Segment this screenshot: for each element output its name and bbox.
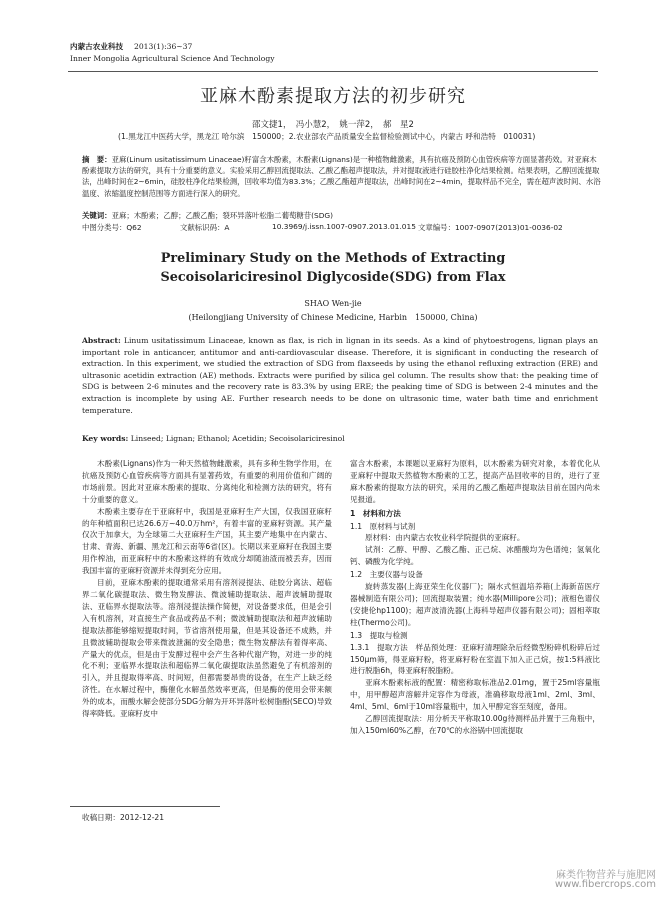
abstract-cn	[82, 154, 602, 199]
footnote-received-date: 收稿日期：2012-12-21	[82, 813, 165, 822]
body-paragraph: 目前，亚麻木酚素的提取通常采用有溶剂浸提法、硅胶分离法、超临界二氧化碳提取法、微生物发酵法、微波辅助提取法、超声波辅助提取法、亚临界水提取法等。溶剂浸提法操作简便，对设备要求低，但是会引入有机溶剂，对直接生产食品或药品不利；微波辅助提取法和超声波辅助提取法都能够缩短提取时间，节省溶剂使用量，但是其设备还不成熟，并且微波辅助提取会带来微波泄漏的安全隐患；微生物发酵法有着得率高、产量大的优点，但是由于发酵过程中会产生各种代谢产物，对进一步的纯化不利；亚临界水提取法和超临界二氧化碳提取法虽然避免了有机溶剂的引入，并且提取得率高、时间短，但都需要昂贵的设备，在生产上缺乏经济性。在水解过程中，酶催化水解虽然效率更高，但是酶的使用会带来额外的成本，而酸水解会使部分SDG分解为开环异落叶松树脂酚(SECO)导致得率降低。亚麻籽皮中	[82, 578, 332, 719]
journal-name-en: Inner Mongolia Agricultural Science And Technology	[70, 54, 275, 63]
body-paragraph: 乙醇回流提取法：用分析天平称取10.00g待测样品并置于三角瓶中，加入150ml60%乙醇，在70℃的水浴锅中回流提取	[350, 714, 600, 735]
footnote-rule	[70, 806, 220, 807]
doi: 10.3969/j.issn.1007-0907.2013.01.015	[272, 222, 416, 231]
page-title-cn: 亚麻木酚素提取方法的初步研究	[200, 86, 466, 107]
authors-cn: 邵文捷1， 冯小慧2， 姚一萍2， 郝 星2	[252, 120, 414, 130]
body-paragraph: 原材料：由内蒙古农牧业科学院提供的亚麻籽。	[365, 533, 525, 543]
body-column-left	[82, 458, 332, 720]
journal-issue: 2013(1):36~37	[134, 42, 193, 51]
abstract-cn-text: 亚麻(Linum usitatissimum Linaceae)籽富含木酚素，木酚素(Lignans)是一种植物雌激素，具有抗癌及预防心血管疾病等方面显著药效。对亚麻木酚素提取方法的研究，具有十分重要的意义。实验采用乙醇回流提取法、乙酸乙酯超声提取法，并对提取液进行硅胶柱净化结果检测。结果表明，乙醇回流提取法，出峰时间在2~6min，硅胶柱净化结果检测，回收率均值为83.3%；乙酸乙酯超声提取法，出峰时间在2~4min，提取样品不完全，需在超声波时间、水浴温度、浓缩温度控制范围等方面进行深入的研究。	[82, 155, 601, 198]
body-paragraph: 1.3.1 提取方法 样品预处理：亚麻籽清理除杂后经微型粉碎机粉碎后过150μm筛，得亚麻籽粉，将亚麻籽粉在室温下加入正己烷，按1:5料液比进行脱脂6h，得亚麻籽脱脂粉。	[350, 642, 600, 676]
section-heading: 1 材料和方法	[350, 508, 401, 518]
keywords-cn	[82, 210, 602, 221]
keywords-cn-label: 关键词：	[82, 211, 112, 220]
author-en: SHAO Wen-jie	[304, 299, 362, 308]
subsection-heading: 1.1 原材料与试剂	[350, 521, 416, 531]
body-paragraph: 亚麻木酚素标液的配置：精密称取标准品2.01mg，置于25ml容量瓶中，用甲醇超声溶解并定容作为母液，准确移取母液1ml、2ml、3ml、4ml、5ml、6ml于10ml容量瓶中，加入甲醇定容至刻度，备用。	[350, 678, 600, 712]
article-id: 文章编号：1007-0907(2013)01-0036-02	[418, 223, 563, 232]
keywords-cn-text: 亚麻；木酚素；乙醇；乙酸乙酯；裂环异落叶松脂二葡萄糖苷(SDG)	[111, 211, 334, 220]
abstract-en-label: Abstract:	[82, 336, 121, 345]
abstract-en-text: Linum usitatissimum Linaceae, known as flax, is rich in lignan in its seeds. As a kind of phytoestrogens, lignan plays an important role in anticancer, antitumor and anti-cardiovascular disease. Therefore, it is significant in conducting the research of extraction. In this experiment, we studied the extraction of SDG from flaxseeds by using the ethanol refluxing extraction (ERE) and ultrasonic acetidin extraction (AE) methods. Extracts were purified by silica gel column. The results show that: the peaking time of SDG is between 2-6 minutes and the recovery rate is 83.3% by using ERE; the peaking time of SDG is between 2-4 minutes and the extraction is incomplete by using AE. Further research needs to be done on ultrasonic time, water bath time and enrichment temperature.	[82, 336, 599, 415]
subsection-heading: 1.2 主要仪器与设备	[350, 570, 423, 580]
page-title-en: Preliminary Study on the Methods of Extracting Secoisolariciresinol Diglycoside(SDG) from Flax	[160, 251, 506, 285]
body-paragraph: 木酚素(Lignans)作为一种天然植物雌激素，具有多种生物学作用，在抗癌及预防心血管疾病等方面具有显著药效，有重要的利用价值和广阔的市场前景。因此对亚麻木酚素的提取、分离纯化和检测方法的研究，将有十分重要的意义。	[82, 459, 332, 504]
doc-code: 文献标识码：A	[180, 223, 230, 232]
abstract-cn-label: 摘 要：	[82, 155, 112, 164]
clc-number: 中图分类号：Q62	[82, 223, 142, 232]
body-column-right	[350, 458, 600, 737]
header-rule	[68, 71, 598, 72]
watermark-cn: 麻类作物营养与施肥网	[556, 870, 656, 881]
body-paragraph: 富含木酚素，本课题以亚麻籽为原料，以木酚素为研究对象，本着优化从亚麻籽中提取天然植物木酚素的工艺，提高产品回收率的目的，进行了亚麻木酚素的提取方法的研究，采用的乙酸乙酯超声提取法目前在国内尚未见报道。	[350, 459, 600, 504]
affiliation-cn: (1.黑龙江中医药大学，黑龙江 哈尔滨 150000；2.农业部农产品质量安全监督检验测试中心，内蒙古 呼和浩特 010031)	[118, 132, 536, 141]
subsection-heading: 1.3 提取与检测	[350, 630, 408, 640]
affiliation-en: (Heilongjiang University of Chinese Medicine, Harbin 150000, China)	[188, 313, 478, 322]
keywords-en-label: Key words:	[82, 434, 129, 443]
watermark-url: www.fibercrops.com	[554, 879, 656, 890]
abstract-en	[82, 335, 598, 416]
keywords-en-text: Linseed; Lignan; Ethanol; Acetidin; Secoisolariciresinol	[130, 434, 345, 443]
body-paragraph: 旋转蒸发器(上海亚荣生化仪器厂)；隔水式恒温培养箱(上海新苗医疗器械制造有限公司)；回流提取装置；纯水器(Millipore公司)；液相色谱仪(安捷伦hp1100)；超声波清洗器(上海科导超声仪器有限公司)；固相萃取柱(Thermo公司)。	[350, 582, 600, 627]
journal-name-cn: 内蒙古农业科技	[70, 42, 124, 51]
body-paragraph: 木酚素主要存在于亚麻籽中，我国是亚麻籽生产大国，仅我国亚麻籽的年种植面积已达26.6万~40.0万hm²，有着丰富的亚麻籽资源。其产量仅次于加拿大，为全球第二大亚麻籽生产国，其主要产地集中在内蒙古、甘肃、青海、新疆、黑龙江和云南等6省(区)。长期以来亚麻籽在我国主要用作榨油，而亚麻籽中的木酚素这样的有效成分却随油渣而被丢弃，因而我国丰富的亚麻籽资源并未得到充分应用。	[82, 506, 332, 576]
journal-header	[70, 42, 123, 52]
body-paragraph: 试剂：乙醇、甲醇、乙酸乙酯、正己烷、冰醋酸均为色谱纯；氢氧化钙、磷酸为化学纯。	[350, 545, 600, 567]
keywords-en	[82, 434, 598, 443]
